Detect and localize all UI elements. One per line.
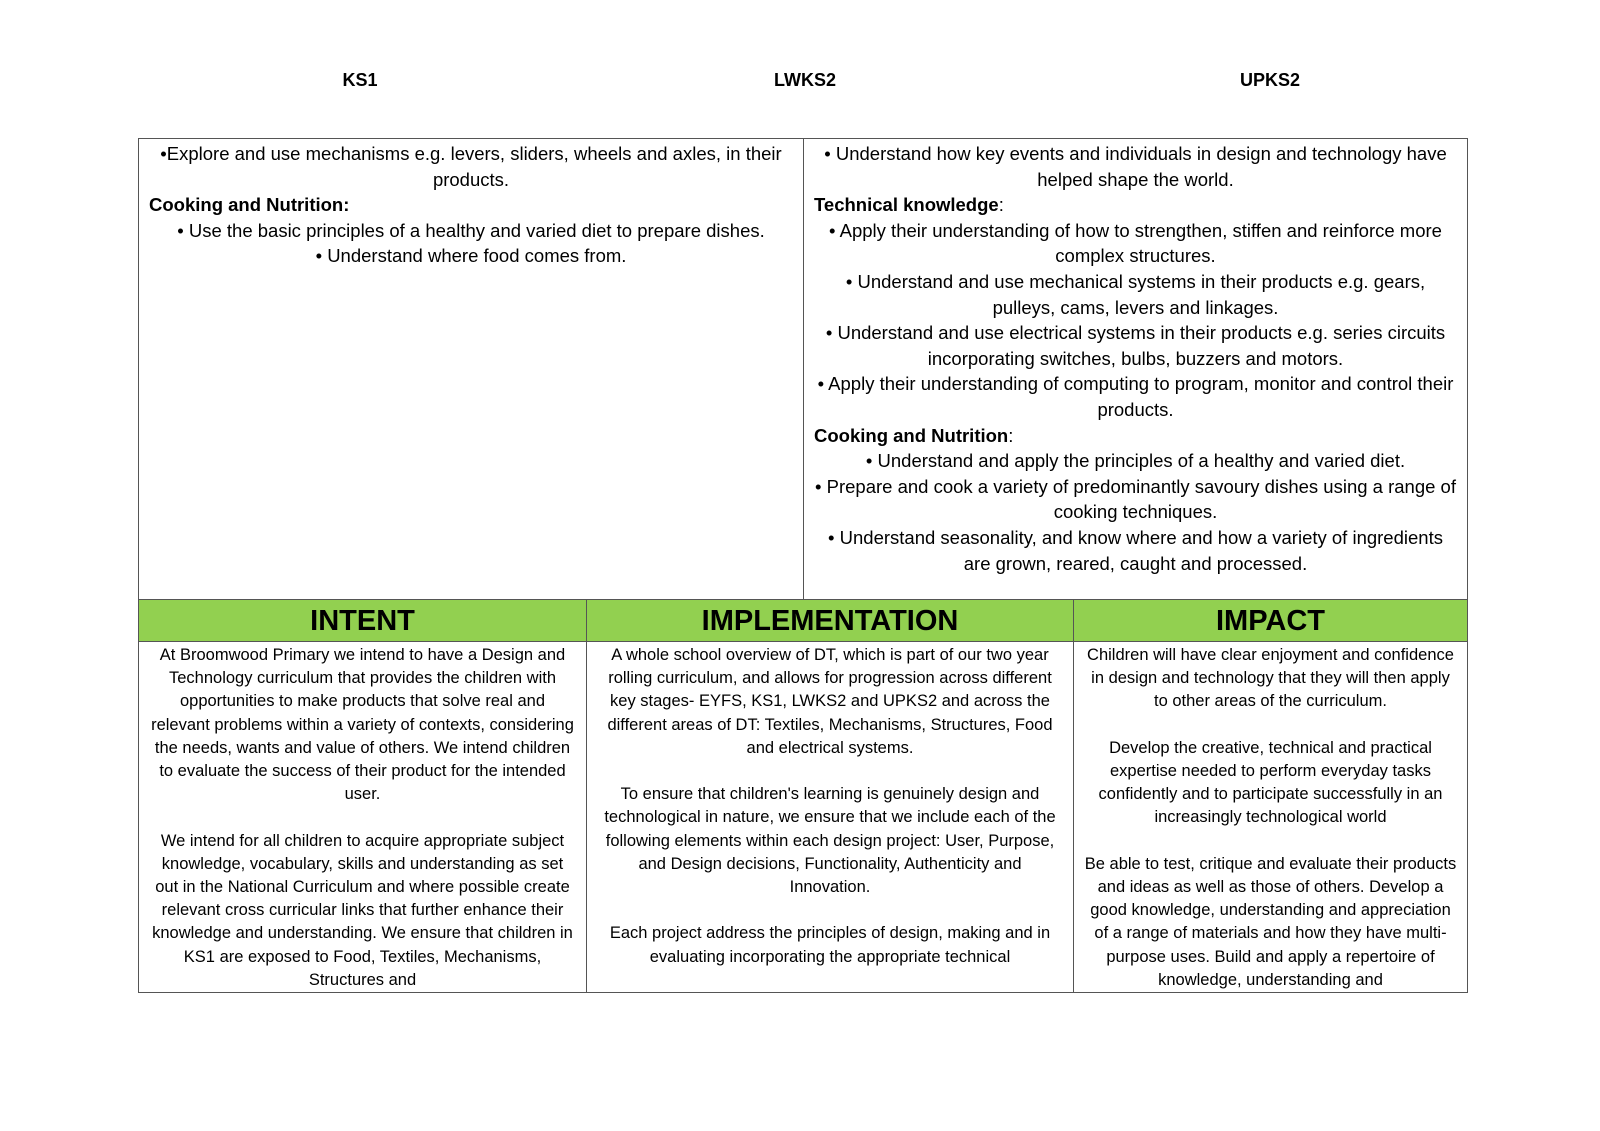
implementation-heading: IMPLEMENTATION: [587, 600, 1074, 641]
impact-paragraph: Children will have clear enjoyment and confidence in design and technology that they will then apply to other areas of the curriculum.: [1087, 646, 1454, 711]
header-ks1: KS1: [342, 70, 378, 90]
header-upks2: UPKS2: [1239, 70, 1301, 90]
intent-paragraph: At Broomwood Primary we intend to have a Design and Technology curriculum that provides the children with opportunities to make products that solve real and relevant problems within a variety of contexts, considering the needs, wants and value of others. We intend children to evaluate the success of their product for the intended user.: [151, 646, 574, 804]
upks2-technical-line: • Understand and use electrical systems in their products e.g. series circuits incorporating switches, bulbs, buzzers and motors.: [825, 322, 1446, 369]
intent-paragraph: We intend for all children to acquire appropriate subject knowledge, vocabulary, skills and understanding as set out in the National Curriculum and where possible create relevant cross curricular links that further enhance their knowledge and understanding. We ensure that children in KS1 are exposed to Food, Textiles, Mechanisms, Structures and: [152, 831, 573, 989]
curriculum-table: [138, 138, 1468, 600]
upks2-cooking-line: • Prepare and cook a variety of predominantly savoury dishes using a range of cooking techniques.: [815, 475, 1456, 523]
implementation-paragraph: Each project address the principles of design, making and in evaluating incorporating the appropriate technical: [609, 924, 1051, 966]
upks2-technical-line: • Apply their understanding of computing to program, monitor and control their products.: [817, 373, 1454, 420]
intent-cell: [139, 642, 587, 992]
upks2-technical-line: • Understand and use mechanical systems in their products e.g. gears, pulleys, cams, levers and linkages.: [845, 270, 1426, 318]
implementation-paragraph: A whole school overview of DT, which is part of our two year rolling curriculum, and allows for progression across different key stages- EYFS, KS1, LWKS2 and UPKS2 and across the different areas of DT: Textiles, Mechanisms, Structures, Food and electrical systems.: [607, 646, 1053, 757]
upks2-technical-heading: [814, 192, 1457, 218]
upks2-cell: [804, 139, 1467, 599]
iii-header-row: [139, 600, 1467, 642]
impact-heading: IMPACT: [1215, 605, 1325, 637]
ks1-cooking-heading: Cooking and Nutrition:: [149, 194, 350, 216]
ks1-cooking-line: • Use the basic principles of a healthy and varied diet to prepare dishes.: [177, 219, 765, 241]
cooking-heading-text: Cooking and Nutrition: [814, 424, 1009, 446]
impact-paragraph: Be able to test, critique and evaluate their products and ideas as well as those of others. Develop a good knowledge, understanding and appreciation of a range of materials and how they have multi-purpose uses. Build and apply a repertoire of knowledge, understanding and: [1084, 854, 1457, 989]
ks1-cooking-line: • Understand where food comes from.: [315, 245, 627, 267]
ks1-mechanisms-line: •Explore and use mechanisms e.g. levers, sliders, wheels and axles, in their products.: [160, 143, 782, 190]
upks2-technical-line: • Apply their understanding of how to strengthen, stiffen and reinforce more complex structures.: [829, 219, 1442, 267]
upks2-cooking-heading: [814, 423, 1457, 449]
header-lwks2: LWKS2: [773, 70, 836, 90]
upks2-intro-line: • Understand how key events and individuals in design and technology have helped shape the world.: [824, 143, 1447, 190]
implementation-cell: [587, 642, 1074, 992]
technical-heading-text: Technical knowledge: [814, 194, 999, 216]
intent-heading: INTENT: [139, 600, 587, 641]
impact-cell: [1074, 642, 1467, 992]
cooking-heading-colon: :: [1008, 424, 1014, 446]
ks1-cell: [139, 139, 804, 599]
intent-implementation-impact-table: [138, 600, 1468, 993]
upks2-cooking-line: • Understand seasonality, and know where and how a variety of ingredients are grown, reared, caught and processed.: [828, 526, 1443, 574]
impact-paragraph: Develop the creative, technical and practical expertise needed to perform everyday tasks confidently and to participate successfully in an increasingly technological world: [1098, 738, 1443, 827]
iii-body-row: [139, 642, 1467, 992]
technical-heading-colon: :: [998, 194, 1004, 216]
implementation-paragraph: To ensure that children's learning is genuinely design and technological in nature, we ensure that we include each of the following elements within each design project: User, Purpose, and Design decisions, Functionality, Authenticity and Innovation.: [604, 785, 1056, 897]
upks2-cooking-line: • Understand and apply the principles of a healthy and varied diet.: [865, 450, 1406, 472]
